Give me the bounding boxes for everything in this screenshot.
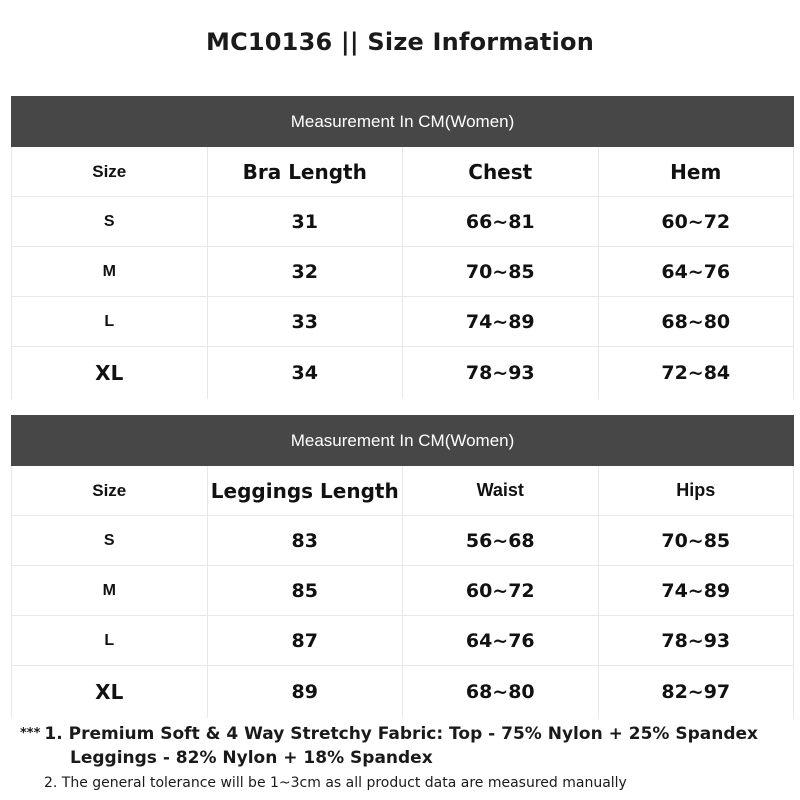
footnotes <box>20 722 795 794</box>
note-2: 2. The general tolerance will be 1~3cm as all product data are measured manually <box>44 775 627 791</box>
size-cell: S <box>12 197 208 246</box>
table-cell: 56~68 <box>403 516 599 565</box>
table-cell: 70~85 <box>599 516 795 565</box>
size-cell: M <box>12 566 208 615</box>
table-cell: 32 <box>208 247 404 296</box>
table-row <box>12 616 794 666</box>
column-header-row <box>12 147 794 197</box>
table-row <box>12 197 794 247</box>
table-cell: 72~84 <box>599 347 795 399</box>
column-header: Chest <box>403 147 599 196</box>
table-cell: 34 <box>208 347 404 399</box>
size-cell: L <box>12 616 208 665</box>
table-row <box>12 566 794 616</box>
column-header: Size <box>12 466 208 515</box>
column-header: Hem <box>599 147 795 196</box>
table-cell: 60~72 <box>599 197 795 246</box>
column-header: Leggings Length <box>208 466 404 515</box>
note-1-line-2: Leggings - 82% Nylon + 18% Spandex <box>70 748 433 768</box>
size-cell: XL <box>12 347 208 399</box>
note-1 <box>20 722 795 746</box>
size-cell: XL <box>12 666 208 718</box>
table-cell: 33 <box>208 297 404 346</box>
table-cell: 60~72 <box>403 566 599 615</box>
column-header: Hips <box>599 466 795 515</box>
table-cell: 83 <box>208 516 404 565</box>
size-cell: M <box>12 247 208 296</box>
table-row <box>12 247 794 297</box>
table-cell: 68~80 <box>403 666 599 718</box>
table-cell: 66~81 <box>403 197 599 246</box>
table-cell: 74~89 <box>599 566 795 615</box>
table-cell: 85 <box>208 566 404 615</box>
size-cell: S <box>12 516 208 565</box>
column-header: Size <box>12 147 208 196</box>
leggings-size-table <box>11 415 794 718</box>
table-cell: 89 <box>208 666 404 718</box>
table-cell: 70~85 <box>403 247 599 296</box>
table-row <box>12 347 794 399</box>
table-header: Measurement In CM(Women) <box>11 415 794 466</box>
table-cell: 82~97 <box>599 666 795 718</box>
table-cell: 74~89 <box>403 297 599 346</box>
table-row <box>12 666 794 718</box>
bra-size-table <box>11 96 794 399</box>
note-marker: *** <box>20 726 41 741</box>
table-cell: 78~93 <box>403 347 599 399</box>
table-cell: 78~93 <box>599 616 795 665</box>
table-row <box>12 297 794 347</box>
column-header: Bra Length <box>208 147 404 196</box>
table-cell: 64~76 <box>403 616 599 665</box>
note-1-line-1: 1. Premium Soft & 4 Way Stretchy Fabric: Top - 75% Nylon + 25% Spandex <box>44 724 759 744</box>
page-title: MC10136 || Size Information <box>205 28 594 56</box>
table-header: Measurement In CM(Women) <box>11 96 794 147</box>
table-row <box>12 516 794 566</box>
size-cell: L <box>12 297 208 346</box>
column-header-row <box>12 466 794 516</box>
table-cell: 87 <box>208 616 404 665</box>
table-cell: 64~76 <box>599 247 795 296</box>
table-cell: 31 <box>208 197 404 246</box>
column-header: Waist <box>403 466 599 515</box>
table-cell: 68~80 <box>599 297 795 346</box>
